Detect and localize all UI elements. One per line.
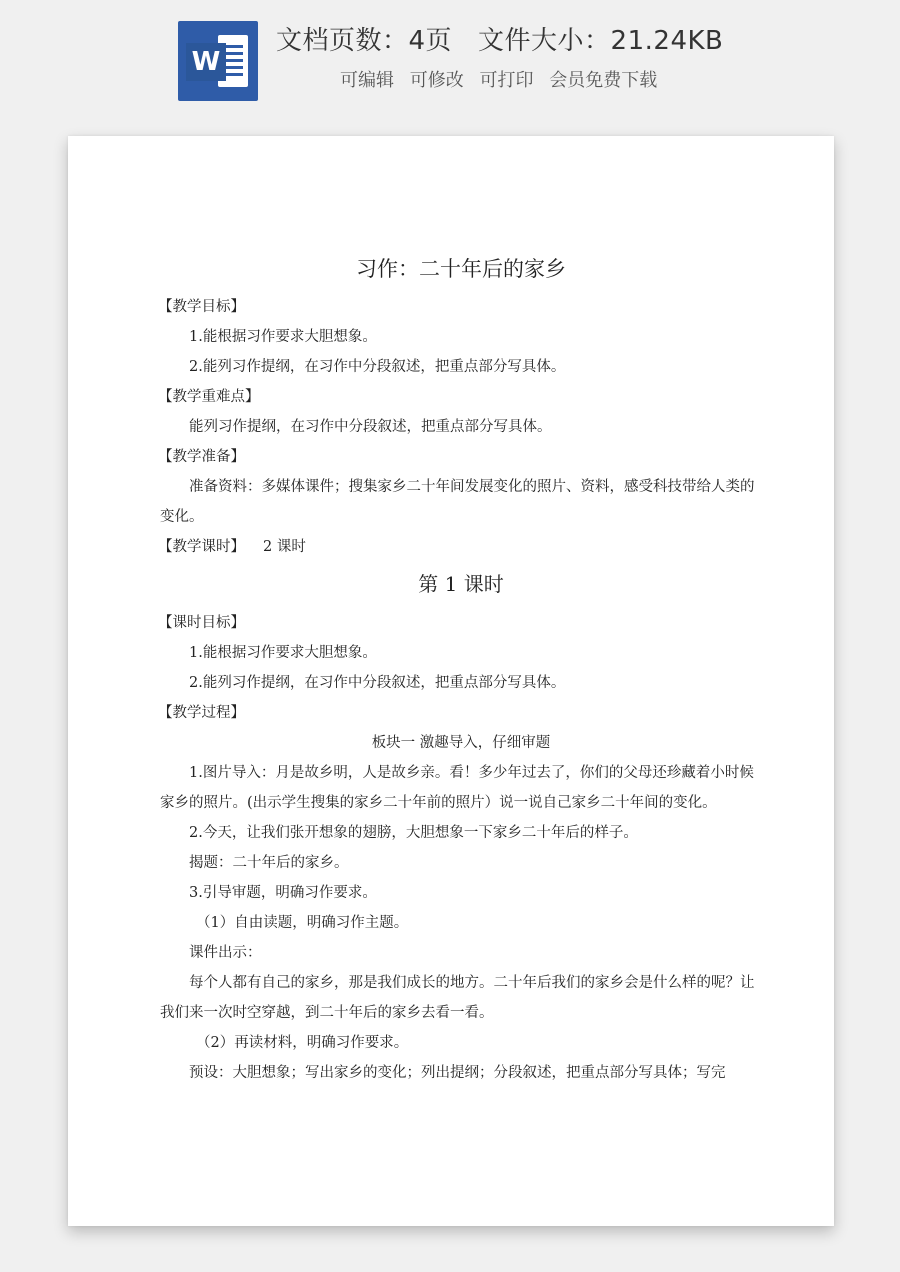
- lesson-title: 第 1 课时: [418, 572, 504, 596]
- process-paragraph: 2.今天，让我们张开想象的翅膀，大胆想象一下家乡二十年后的样子。: [189, 825, 638, 841]
- section-heading-hours: [158, 532, 762, 562]
- lesson-goal-item: 1.能根据习作要求大胆想象。: [189, 645, 377, 661]
- process-paragraph: 每个人都有自己的家乡，那是我们成长的地方。二十年后我们的家乡会是什么样的呢？让我们来一次时空穿越，到二十年后的家乡去看一看。: [160, 975, 755, 1021]
- process-paragraph: 3.引导审题，明确习作要求。: [189, 885, 377, 901]
- process-paragraph: （1）自由读题，明确习作主题。: [196, 915, 409, 931]
- key-points-text: 能列习作提纲，在习作中分段叙述，把重点部分写具体。: [189, 419, 552, 435]
- feature-list: [340, 66, 667, 92]
- prep-text: 准备资料：多媒体课件；搜集家乡二十年间发展变化的照片、资料，感受科技带给人类的变化。: [160, 479, 755, 525]
- process-paragraph: 1.图片导入：月是故乡明，人是故乡亲。看！多少年过去了，你们的父母还珍藏着小时候家乡的照片。(出示学生搜集的家乡二十年前的照片）说一说自己家乡二十年间的变化。: [160, 765, 754, 811]
- download-banner: [0, 0, 900, 128]
- document-title: 习作：二十年后的家乡: [356, 257, 566, 281]
- section-heading-prep: 【教学准备】: [158, 449, 245, 465]
- process-paragraph: （2）再读材料，明确习作要求。: [196, 1035, 409, 1051]
- feature-modifiable: 可修改: [409, 70, 464, 91]
- section-heading-key-points: 【教学重难点】: [158, 389, 260, 405]
- feature-printable: 可打印: [479, 70, 534, 91]
- block-title: 板块一 激趣导入，仔细审题: [371, 735, 551, 751]
- goal-item: 2.能列习作提纲，在习作中分段叙述，把重点部分写具体。: [189, 359, 566, 375]
- section-heading-lesson-goals: 【课时目标】: [158, 615, 245, 631]
- process-paragraph: 预设：大胆想象；写出家乡的变化；列出提纲；分段叙述，把重点部分写具体；写完: [189, 1065, 726, 1081]
- document-body: [160, 254, 762, 1088]
- word-document-icon: [178, 21, 258, 101]
- file-size: 文件大小：21.24KB: [478, 26, 724, 56]
- hours-label: 【教学课时】: [158, 539, 245, 555]
- word-letter: W: [186, 43, 226, 81]
- document-page: [68, 136, 834, 1226]
- hours-value: 2 课时: [263, 539, 306, 555]
- goal-item: 1.能根据习作要求大胆想象。: [189, 329, 377, 345]
- process-paragraph: 揭题：二十年后的家乡。: [189, 855, 349, 871]
- feature-editable: 可编辑: [340, 70, 394, 91]
- page-count: 文档页数：4页: [276, 26, 453, 56]
- lesson-goal-item: 2.能列习作提纲，在习作中分段叙述，把重点部分写具体。: [189, 675, 566, 691]
- section-heading-goals: 【教学目标】: [158, 299, 245, 315]
- file-meta: [276, 20, 796, 57]
- section-heading-process: 【教学过程】: [158, 705, 245, 721]
- process-paragraph: 课件出示：: [189, 945, 262, 961]
- feature-member-download: 会员免费下载: [549, 70, 658, 91]
